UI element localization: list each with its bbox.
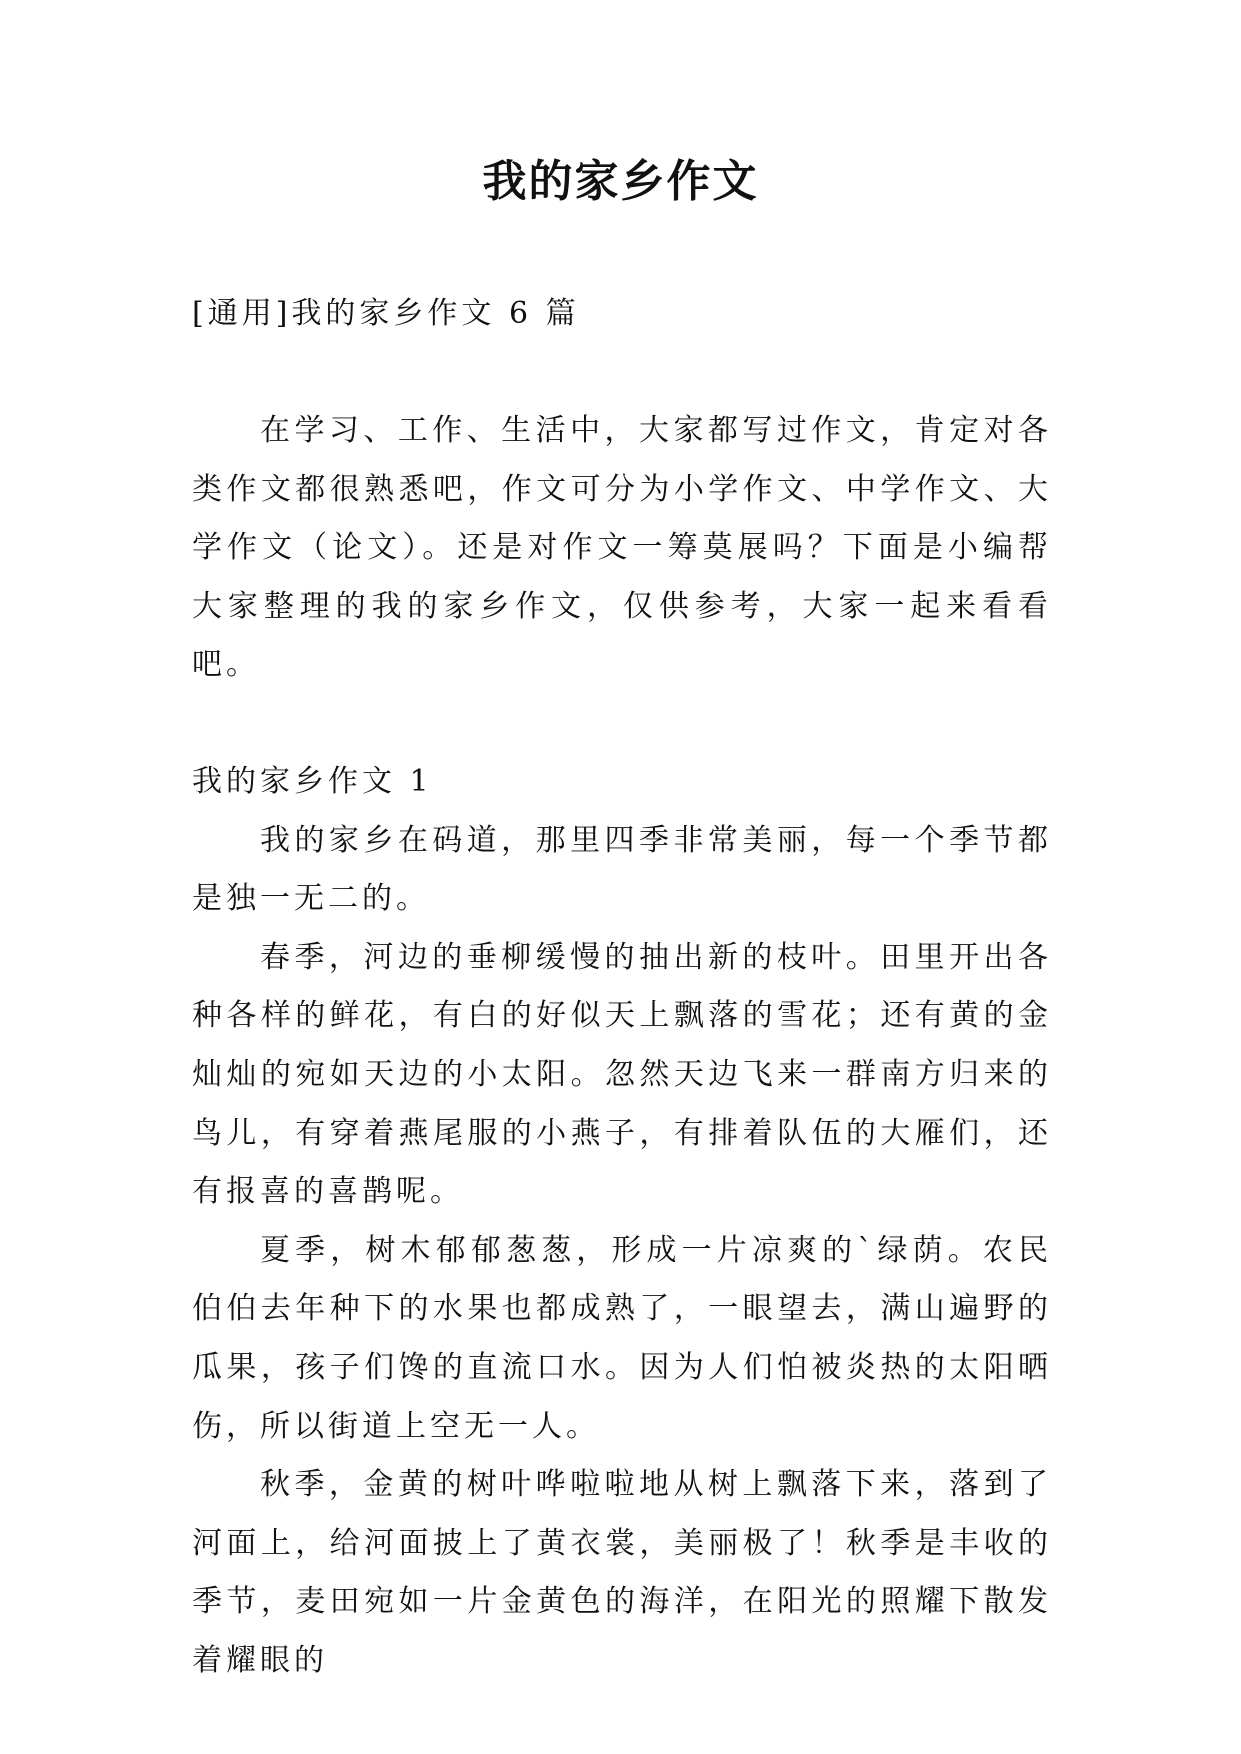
body-paragraph: 我的家乡在码道，那里四季非常美丽，每一个季节都是独一无二的。: [192, 822, 1052, 917]
document-subtitle: [通用]我的家乡作文 6 篇: [192, 296, 580, 331]
body-paragraph: 夏季，树木郁郁葱葱，形成一片凉爽的`绿荫。农民伯伯去年种下的水果也都成熟了，一眼望去，满山遍野的瓜果，孩子们馋的直流口水。因为人们怕被炎热的太阳晒伤，所以街道上空无一人。: [192, 1232, 1052, 1444]
intro-paragraph: 在学习、工作、生活中，大家都写过作文，肯定对各类作文都很熟悉吧，作文可分为小学作文、中学作文、大学作文（论文）。还是对作文一筹莫展吗？下面是小编帮大家整理的我的家乡作文，仅供参考，大家一起来看看吧。: [192, 413, 1052, 683]
body-paragraph: 春季，河边的垂柳缓慢的抽出新的枝叶。田里开出各种各样的鲜花，有白的好似天上飘落的雪花；还有黄的金灿灿的宛如天边的小太阳。忽然天边飞来一群南方归来的鸟儿，有穿着燕尾服的小燕子，有排着队伍的大雁们，还有报喜的喜鹊呢。: [192, 939, 1052, 1210]
section-heading: 我的家乡作文 1: [192, 763, 433, 799]
body-paragraph: 秋季，金黄的树叶哗啦啦地从树上飘落下来，落到了河面上，给河面披上了黄衣裳，美丽极了！秋季是丰收的季节，麦田宛如一片金黄色的海洋，在阳光的照耀下散发着耀眼的: [192, 1467, 1052, 1678]
document-body: [192, 402, 1052, 1690]
document-title: 我的家乡作文: [482, 156, 759, 207]
